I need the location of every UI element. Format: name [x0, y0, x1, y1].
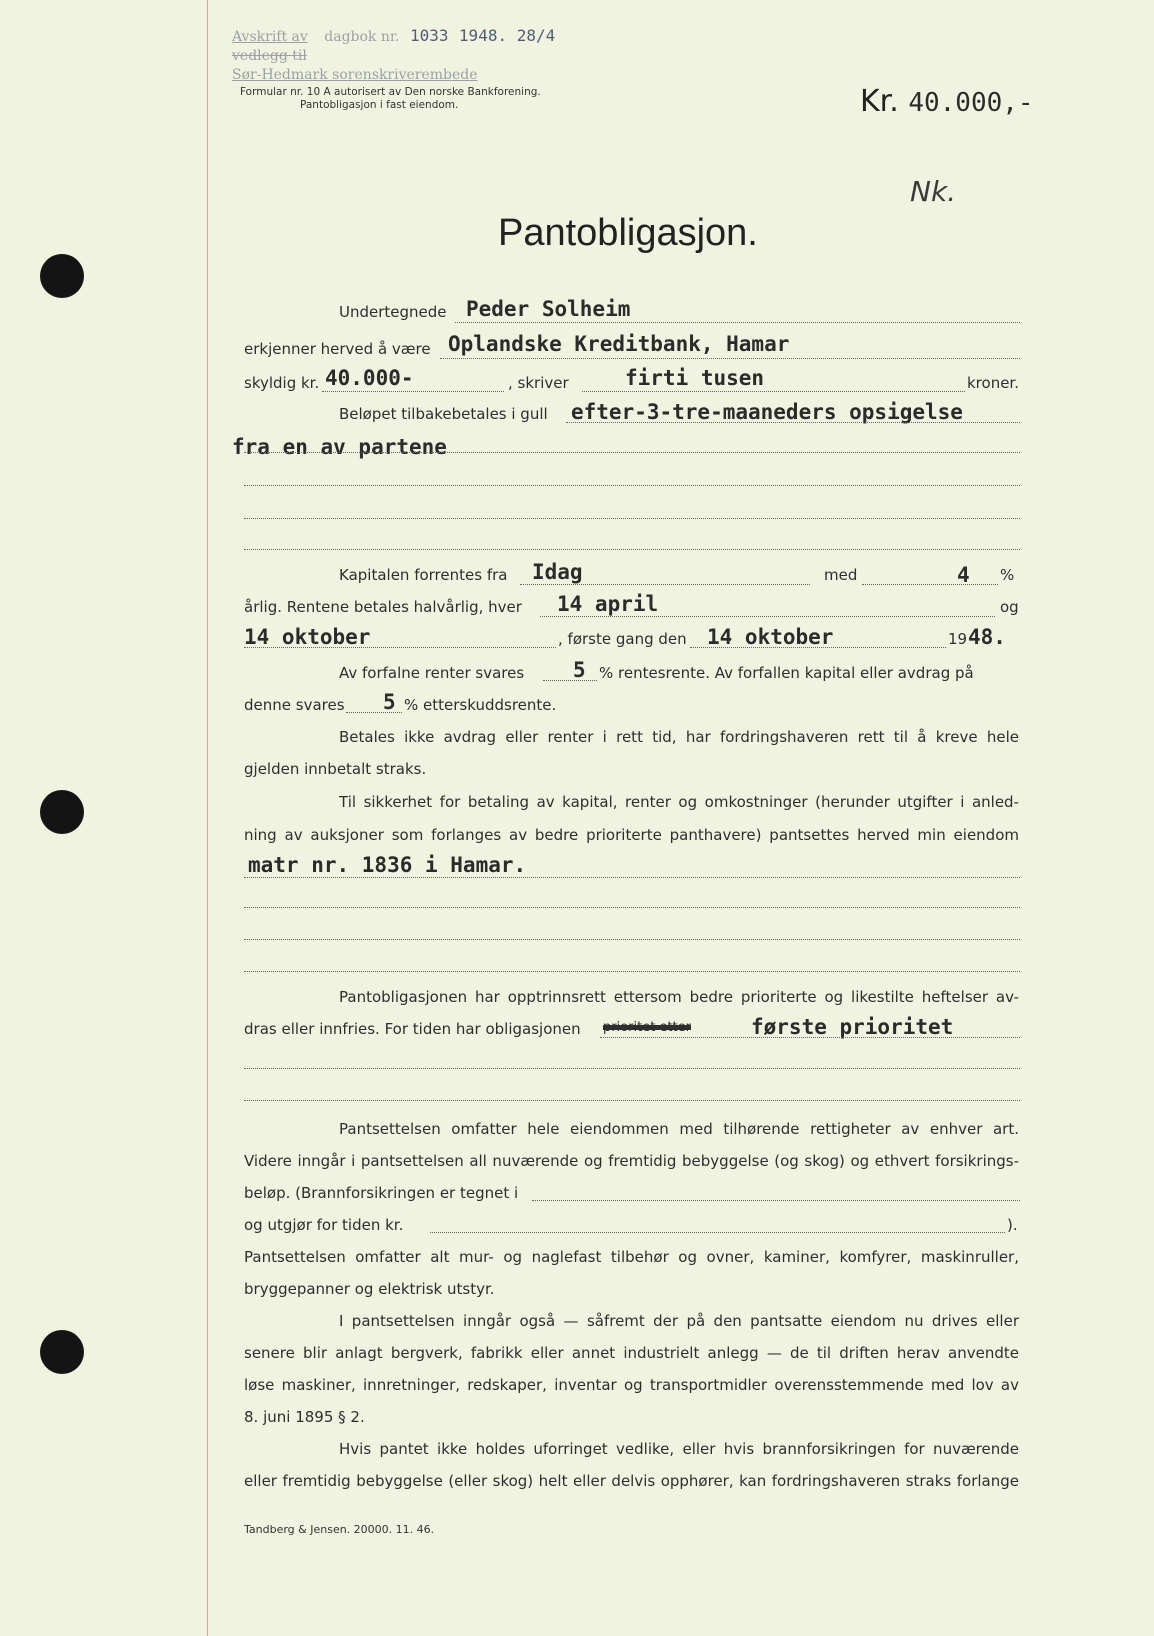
amount-header: Kr. 40.000,- [860, 84, 1034, 119]
fill-line [244, 907, 1020, 908]
arrears-interest-rate: 5 [383, 690, 396, 714]
margin-rule [207, 0, 208, 1636]
creditor-name: Oplandske Kreditbank, Hamar [448, 332, 790, 356]
compound-interest-rate: 5 [573, 658, 586, 682]
label-med: med [824, 566, 858, 584]
registry-stamp: Avskrift av dagbok nr. 1033 1948. 28/4 vedlegg til Sør-Hedmark sorenskriverembede [232, 26, 556, 83]
label-denne: denne svares [244, 696, 345, 714]
fill-line [244, 518, 1020, 519]
paragraph-priority-l1: Pantobligasjonen har opptrinnsrett ettersom bedre prioriterte og likestilte heftelser av- [339, 988, 1019, 1006]
paragraph-industrial-l4: 8. juni 1895 § 2. [244, 1408, 365, 1426]
fill-line [540, 616, 995, 617]
fill-line [346, 712, 402, 713]
paragraph-scope-l4-end: ). [1007, 1216, 1018, 1234]
fill-line [244, 647, 556, 648]
fill-line [244, 485, 1020, 486]
fill-line [244, 452, 1020, 453]
label-forste: , første gang den [558, 630, 687, 648]
paragraph-default-l1: Betales ikke avdrag eller renter i rett tid, har fordringshaveren rett til å kreve hele [339, 728, 1019, 746]
first-payment-year: 48. [968, 625, 1006, 649]
paragraph-scope-l3: beløp. (Brannforsikringen er tegnet i [244, 1184, 519, 1202]
form-reference: Formular nr. 10 A autorisert av Den norske Bankforening. Pantobligasjon i fast eiendom. [240, 86, 541, 111]
fill-line [440, 358, 1020, 359]
repayment-terms: efter-3-tre-maaneders opsigelse [571, 400, 963, 424]
label-erkjenner: erkjenner herved å være [244, 340, 431, 358]
fill-line [455, 322, 1020, 323]
debtor-name: Peder Solheim [466, 297, 631, 321]
punch-hole [40, 254, 84, 298]
struck-text: prioritet etter [603, 1020, 691, 1035]
journal-date: 1948. 28/4 [458, 26, 556, 45]
label-undertegnede: Undertegnede [339, 303, 447, 321]
debt-amount: 40.000- [325, 366, 414, 390]
fill-line [322, 391, 504, 392]
label-19: 19 [948, 630, 968, 648]
label-arlig: årlig. Rentene betales halvårlig, hver [244, 598, 522, 616]
paragraph-maintenance-l2: eller fremtidig bebyggelse (eller skog) helt eller delvis opphører, kan fordringshaveren straks forlange [244, 1472, 1019, 1490]
label-skriver: , skriver [508, 374, 569, 392]
paragraph-priority-l2: dras eller innfries. For tiden har obligasjonen [244, 1020, 581, 1038]
paragraph-scope-l1: Pantsettelsen omfatter hele eiendommen med tilhørende rettigheter av enhver art. [339, 1120, 1019, 1138]
printer-imprint: Tandberg & Jensen. 20000. 11. 46. [244, 1523, 435, 1536]
paragraph-industrial-l2: senere blir anlagt bergverk, fabrikk eller annet industrielt anlegg — de til driften herav anvendte [244, 1344, 1019, 1362]
fill-line [520, 584, 810, 585]
fill-line [244, 1068, 1020, 1069]
fill-line [600, 1037, 1020, 1038]
fill-line [244, 939, 1020, 940]
paragraph-scope-l5: Pantsettelsen omfatter alt mur- og naglefast tilbehør og ovner, kaminer, komfyrer, maskinruller, [244, 1248, 1019, 1266]
label-etterskuddsrente: % etterskuddsrente. [404, 696, 557, 714]
property-description: matr nr. 1836 i Hamar. [248, 853, 527, 877]
first-payment-date: 14 oktober [707, 625, 834, 649]
label-percent: % [1000, 566, 1015, 584]
amount-value: 40.000,- [908, 88, 1034, 118]
fill-line [244, 1100, 1020, 1101]
repayment-terms-cont: fra en av partene [232, 435, 447, 459]
fill-line [532, 1200, 1020, 1201]
paragraph-security-l2: ning av auksjoner som forlanges av bedre prioriterte panthavere) pantsettes herved min eiendom [244, 826, 1019, 844]
fill-line [430, 1232, 1005, 1233]
punch-hole [40, 790, 84, 834]
label-rentesrente: % rentesrente. Av forfallen kapital eller avdrag på [599, 664, 974, 682]
label-kroner: kroner. [967, 374, 1019, 392]
paragraph-maintenance-l1: Hvis pantet ikke holdes uforringet vedlike, eller hvis brannforsikringen for nuværende [339, 1440, 1019, 1458]
payment-date-1: 14 april [557, 592, 659, 616]
label-kapitalen: Kapitalen forrentes fra [339, 566, 508, 584]
amount-words: firti tusen [625, 366, 765, 390]
journal-number: 1033 [409, 26, 449, 45]
fill-line [244, 877, 1020, 878]
paragraph-industrial-l1: I pantsettelsen inngår også — såfremt der på den pantsatte eiendom nu drives eller [339, 1312, 1019, 1330]
label-belopet: Beløpet tilbakebetales i gull [339, 405, 548, 423]
paragraph-scope-l2: Videre inngår i pantsettelsen all nuværende og fremtidig bebyggelse (og skog) og ethvert forsikrings- [244, 1152, 1019, 1170]
label-og: og [1000, 598, 1019, 616]
payment-date-2: 14 oktober [244, 625, 371, 649]
paragraph-default-l2: gjelden innbetalt straks. [244, 760, 427, 778]
interest-rate: 4 [957, 563, 970, 587]
interest-from: Idag [532, 560, 583, 584]
fill-line [566, 422, 1020, 423]
priority-value: første prioritet [751, 1015, 954, 1039]
paragraph-industrial-l3: løse maskiner, innretninger, redskaper, inventar og transportmidler overensstemmende med lov av [244, 1376, 1019, 1394]
paragraph-security-l1: Til sikkerhet for betaling av kapital, renter og omkostninger (herunder utgifter i anled- [339, 793, 1019, 811]
fill-line [862, 584, 998, 585]
fill-line [543, 680, 597, 681]
label-skyldig: skyldig kr. [244, 374, 320, 392]
label-av-forfalne: Av forfalne renter svares [339, 664, 525, 682]
fill-line [582, 391, 965, 392]
handwritten-initials: Nk. [910, 175, 957, 208]
fill-line [244, 549, 1020, 550]
punch-hole [40, 1330, 84, 1374]
paragraph-scope-l6: bryggepanner og elektrisk utstyr. [244, 1280, 495, 1298]
fill-line [244, 971, 1020, 972]
paragraph-scope-l4: og utgjør for tiden kr. [244, 1216, 404, 1234]
document-title: Pantobligasjon. [498, 212, 758, 254]
fill-line [690, 647, 946, 648]
